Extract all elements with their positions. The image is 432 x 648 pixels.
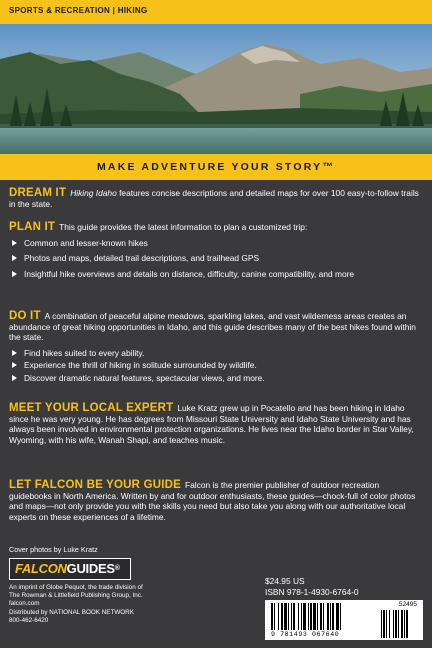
list-item: Insightful hike overviews and details on distance, difficulty, canine compatibility, and more <box>11 269 423 280</box>
cover-photo <box>0 24 432 154</box>
barcode-price-code: 52495 <box>398 601 417 608</box>
expert-section <box>9 403 423 445</box>
price-info <box>265 576 359 597</box>
barcode-digits: 9 781493 067640 <box>271 631 340 638</box>
bullet-icon <box>12 255 17 261</box>
list-item: Discover dramatic natural features, spectacular views, and more. <box>11 373 423 384</box>
expert-heading: MEET YOUR LOCAL EXPERT <box>9 402 174 414</box>
falcon-section <box>9 480 423 522</box>
plan-text: This guide provides the latest information to plan a customized trip: <box>59 222 308 232</box>
plan-bullets <box>9 238 423 280</box>
list-item: Photos and maps, detailed trail descriptions, and trailhead GPS <box>11 253 423 264</box>
barcode <box>265 600 423 640</box>
plan-section <box>9 222 423 279</box>
list-item: Find hikes suited to every ability. <box>11 348 423 359</box>
falconguides-logo: FALCONGUIDES® <box>9 558 131 580</box>
do-bullets <box>9 348 423 384</box>
bullet-icon <box>12 271 17 277</box>
list-item: Common and lesser-known hikes <box>11 238 423 249</box>
category-bar <box>0 0 432 24</box>
tagline: MAKE ADVENTURE YOUR STORY™ <box>96 161 336 173</box>
list-item: Experience the thrill of hiking in solitude surrounded by wildlife. <box>11 360 423 371</box>
category-label: SPORTS & RECREATION | HIKING <box>9 6 148 15</box>
dream-heading: DREAM IT <box>9 187 67 199</box>
falcon-text: Falcon is the premier publisher of outdoor recreation guidebooks in North America. Written by and for outdoor enthusiasts, these guides—chock-full of color photos and maps—not only provide you with the skills you need but also take you along with our authoritative local experts on these experiences of a lifetime. <box>9 480 416 522</box>
bullet-icon <box>12 375 17 381</box>
isbn: ISBN 978-1-4930-6764-0 <box>265 586 359 597</box>
falcon-heading: LET FALCON BE YOUR GUIDE <box>9 479 181 491</box>
bullet-icon <box>12 350 17 356</box>
expert-text: Luke Kratz grew up in Pocatello and has been hiking in Idaho since he was very young. He has degrees from Missouri State University and Idaho State University and has always been involved in environmental protection organizations. He lives near the Idaho border in Star Valley, Wyoming, with his wife, Wanah Shapi, and teaches music. <box>9 403 414 445</box>
dream-text: features concise descriptions and detailed maps for over 100 easy-to-follow trails in the state. <box>9 188 419 209</box>
do-text: A combination of peaceful alpine meadows, sparkling lakes, and vast wilderness areas creates an abundance of great hiking opportunities in Idaho, and this guide describes many of the best hikes found within the state. <box>9 311 416 343</box>
do-heading: DO IT <box>9 310 41 322</box>
tagline-bar <box>0 154 432 180</box>
price: $24.95 US <box>265 576 305 586</box>
book-title: Hiking Idaho <box>70 188 117 198</box>
photo-credits: Cover photos by Luke Kratz <box>9 545 98 554</box>
dream-section <box>9 188 423 209</box>
plan-heading: PLAN IT <box>9 221 56 233</box>
do-section <box>9 311 423 384</box>
bullet-icon <box>12 362 17 368</box>
bullet-icon <box>12 240 17 246</box>
publisher-info: An imprint of Globe Pequot, the trade division of The Rowman & Littlefield Publishing Group, Inc. falcon.com Distributed by NATIONAL BOOK NETWORK 800-462-6420 <box>9 584 143 624</box>
